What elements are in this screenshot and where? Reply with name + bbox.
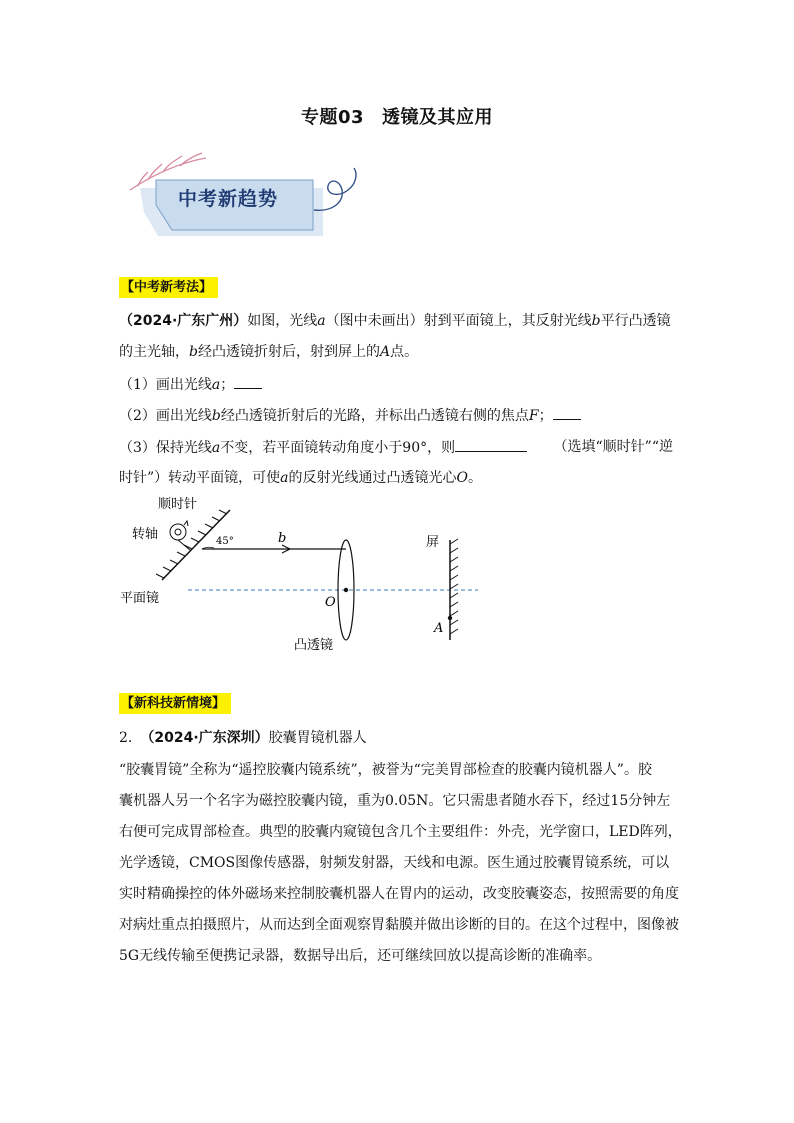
question1-stem-line1: （2024·广东广州）如图，光线a（图中未画出）射到平面镜上，其反射光线b平行凸透镜 [119, 313, 671, 329]
passage-line-7: 5G无线传输至便携记录器，数据导出后，还可继续回放以提高诊断的准确率。 [119, 948, 602, 964]
passage-line-6: 对病灶重点拍摄照片，从而达到全面观察胃黏膜并做出诊断的目的。在这个过程中，图像被 [119, 917, 679, 933]
label-lens: 凸透镜 [294, 638, 334, 653]
pivot-icon [170, 521, 190, 550]
passage-line-2: 囊机器人另一个名字为磁控胶囊内镜，重为0.05N。它只需患者随水吞下，经过15分钟左 [119, 793, 671, 809]
passage-line-4: 光学透镜，CMOS图像传感器，射频发射器，天线和电源。医生通过胶囊胃镜系统，可以 [119, 855, 670, 871]
question1-stem-line2: 的主光轴，b经凸透镜折射后，射到屏上的A点。 [119, 344, 419, 360]
label-angle: 45° [216, 536, 234, 547]
banner-text: 中考新趋势 [178, 188, 279, 210]
question1-part2: （2）画出光线b经凸透镜折射后的光路，并标出凸透镜右侧的焦点F； [119, 405, 581, 426]
optical-center-dot [344, 588, 348, 592]
question1-part3-line1: （3）保持光线a不变，若平面镜转动角度小于90°，则 （选填“顺时针”“逆 [119, 439, 673, 456]
question2-heading: 2. （2024·广东深圳）胶囊胃镜机器人 [119, 730, 367, 746]
passage-line-5: 实时精确操控的体外磁场来控制胶囊机器人在胃内的运动，改变胶囊姿态，按照需要的角度 [119, 886, 679, 902]
answer-blank-2[interactable] [553, 405, 581, 420]
label-screen: 屏 [426, 535, 440, 550]
answer-blank-1[interactable] [234, 374, 262, 389]
label-point-A: A [434, 621, 444, 636]
point-A-dot [448, 616, 452, 620]
question1-part1: （1）画出光线a； [119, 374, 262, 395]
optics-diagram [118, 490, 498, 660]
label-ray-b: b [278, 531, 287, 546]
section-tag-new-tech: 【新科技新情境】 [119, 693, 231, 714]
answer-blank-3[interactable] [455, 437, 527, 452]
passage-line-1: “胶囊胃镜”全称为“遥控胶囊内镜系统”，被誉为“完美胃部检查的胶囊内镜机器人”。胶 [119, 762, 652, 778]
page-title [0, 103, 794, 129]
label-clockwise: 顺时针 [158, 497, 198, 512]
topic-title: 透镜及其应用 [382, 107, 494, 128]
label-pivot: 转轴 [132, 527, 159, 542]
passage-line-3: 右便可完成胃部检查。典型的胶囊内窥镜包含几个主要组件：外壳，光学窗口，LED阵列， [119, 824, 682, 840]
question1-part3-line2: 时针”）转动平面镜，可使a的反射光线通过凸透镜光心O。 [119, 470, 483, 486]
section-tag-new-exam: 【中考新考法】 [119, 277, 218, 298]
label-center-O: O [325, 595, 336, 610]
topic-number: 专题03 [300, 107, 365, 128]
label-mirror: 平面镜 [120, 591, 160, 606]
